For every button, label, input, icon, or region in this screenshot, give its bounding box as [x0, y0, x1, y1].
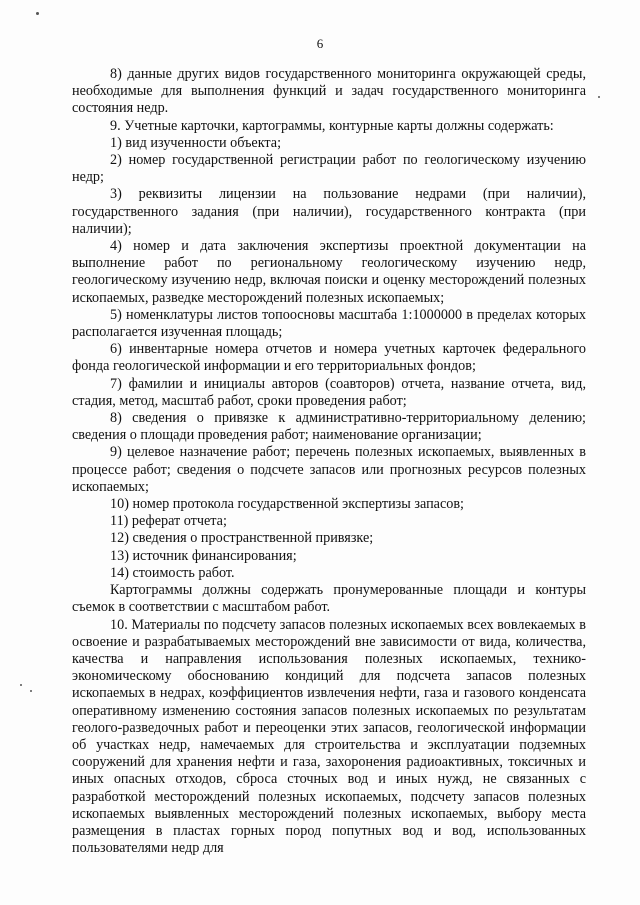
page-number: 6	[316, 36, 324, 51]
paragraph: 8) сведения о привязке к административно-территориальному делению; сведения о площади проведения работ; наименование организации;	[72, 410, 586, 444]
paragraph: 1) вид изученности объекта;	[110, 134, 282, 151]
paragraph: Картограммы должны содержать пронумерованные площади и контуры съемок в соответствии с масштабом работ.	[72, 582, 586, 616]
paragraph: 6) инвентарные номера отчетов и номера учетных карточек федерального фонда геологической информации и его территориальных фондов;	[72, 341, 586, 375]
paragraph: 11) реферат отчета;	[110, 513, 227, 530]
document-body	[72, 66, 586, 857]
paragraph: 8) данные других видов государственного мониторинга окружающей среды, необходимые для выполнения функций и задач государственного мониторинга состояния недр.	[72, 66, 586, 117]
paragraph: 9. Учетные карточки, картограммы, контурные карты должны содержать:	[110, 117, 554, 134]
paragraph: 10) номер протокола государственной экспертизы запасов;	[110, 496, 464, 513]
paragraph: 7) фамилии и инициалы авторов (соавторов) отчета, название отчета, вид, стадия, метод, масштаб работ, сроки проведения работ;	[72, 375, 586, 409]
paragraph: 9) целевое назначение работ; перечень полезных ископаемых, выявленных в процессе работ; сведения о подсчете запасов или прогнозных ресурсов полезных ископаемых;	[72, 444, 586, 495]
scan-speck	[30, 690, 32, 692]
scan-speck	[36, 12, 39, 15]
paragraph: 12) сведения о пространственной привязке;	[110, 530, 374, 547]
paragraph: 2) номер государственной регистрации работ по геологическому изучению недр;	[72, 152, 586, 186]
paragraph: 14) стоимость работ.	[110, 564, 235, 581]
paragraph: 3) реквизиты лицензии на пользование недрами (при наличии), государственного задания (при наличии), государственного контракта (при наличии);	[72, 186, 586, 237]
scan-speck	[598, 96, 600, 98]
paragraph: 5) номенклатуры листов топоосновы масштаба 1:1000000 в пределах которых располагается изученная площадь;	[72, 306, 586, 341]
paragraph: 13) источник финансирования;	[110, 547, 297, 564]
paragraph: 10. Материалы по подсчету запасов полезных ископаемых всех вовлекаемых в освоение и разрабатываемых месторождений вне зависимости от вида, количества, качества и направления использования полезных ископаемых, технико-экономическому обоснованию кондиций для подсчета запасов полезных ископаемых в недрах, коэффициентов извлечения нефти, газа и газового конденсата оперативному изменению состояния запасов полезных ископаемых по результатам геолого-разведочных работ и переоценки этих запасов, геологической информации об участках недр, намечаемых для строительства и эксплуатации подземных сооружений для хранения нефти и газа, захоронения радиоактивных, токсичных и иных опасных отходов, сброса сточных вод и иных нужд, не связанных с разработкой месторождений полезных ископаемых, подсчету запасов полезных ископаемых выявленных месторождений полезных ископаемых, выбору места размещения в пластах горных пород попутных вод и вод, использованных пользователями недр для	[72, 616, 586, 857]
scan-speck	[20, 684, 22, 686]
paragraph: 4) номер и дата заключения экспертизы проектной документации на выполнение работ по региональному геологическому изучению недр, геологическому изучению недр, включая поиски и оценку месторождений полезных ископаемых, разведке месторождений полезных ископаемых;	[72, 238, 586, 306]
